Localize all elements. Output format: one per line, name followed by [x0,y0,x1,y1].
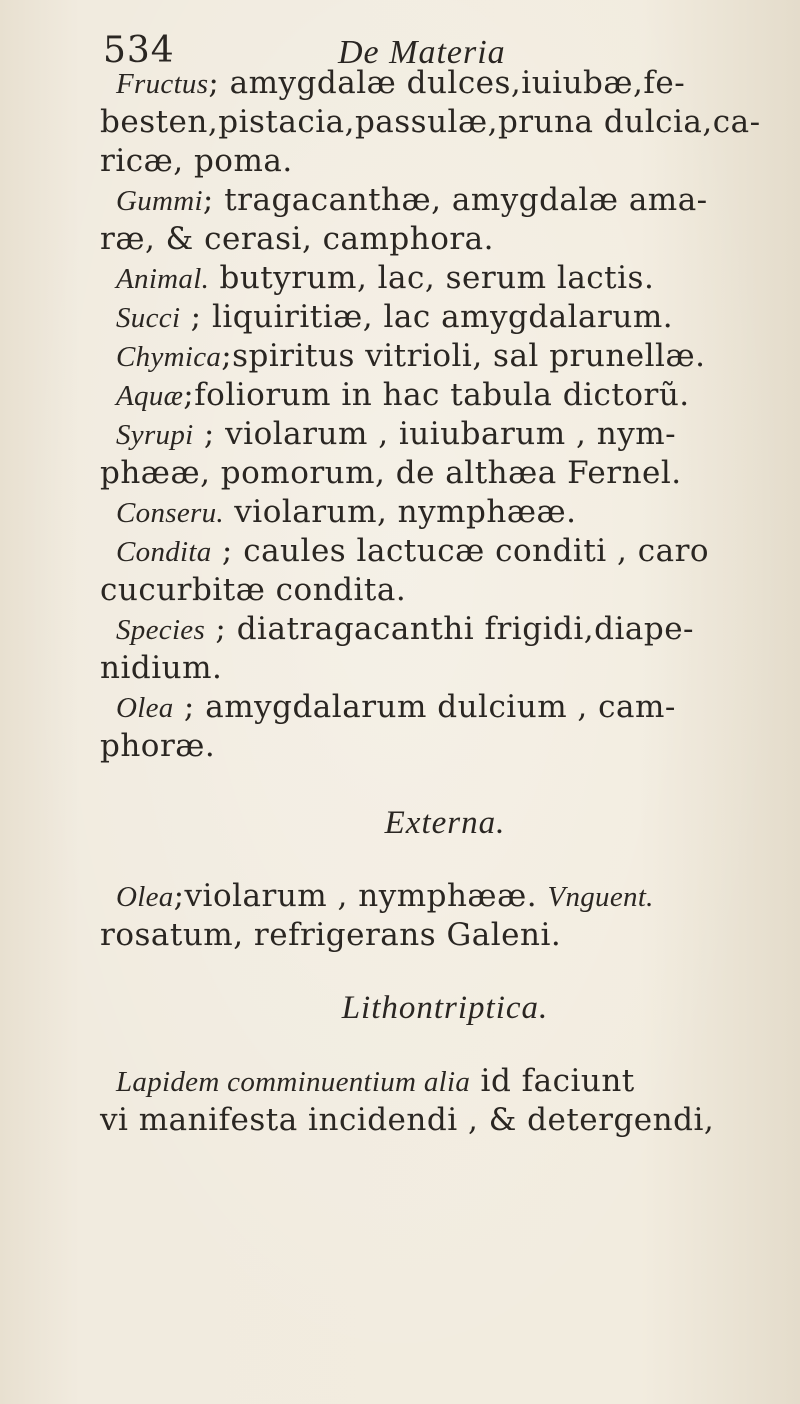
entry-text: ; violarum , iuiubarum , nym- [193,416,677,452]
section-heading-externa: Externa. [384,805,506,841]
entry-line [100,877,790,916]
entry-text: vi manifesta incidendi , & detergendi, [100,1102,715,1138]
entry-line [100,1062,790,1101]
entry-line [100,532,790,571]
entry-label: Species [116,614,206,646]
entry-text: ; tragacanthæ, amygdalæ ama- [202,182,708,218]
entry-line [100,337,790,376]
page-number: 534 [103,30,175,71]
entry-label: Animal. [116,263,210,295]
entry-text: phoræ. [100,728,216,764]
entry-label: Fructus [116,68,209,100]
entry-label: Condita [116,536,212,568]
entry-label: Conseru. [116,497,224,529]
entry-text: besten,pistacia,passulæ,pruna dulcia,ca- [100,104,761,140]
entry-text: violarum, nymphææ. [223,494,577,530]
page-body [100,64,790,1140]
entry-line [100,103,790,142]
entry-text: ; liquiritiæ, lac amygdalarum. [180,299,674,335]
entry-line [100,610,790,649]
entry-line [100,376,790,415]
entry-text: cucurbitæ condita. [100,572,407,608]
entry-line [100,220,790,259]
entry-text: butyrum, lac, serum lactis. [209,260,655,296]
entry-line [100,916,790,955]
entry-line [100,571,790,610]
entry-text: ; diatragacanthi frigidi,diape- [205,611,695,647]
entry-label: Gummi [116,185,203,217]
spacer [100,843,790,877]
entry-line [100,298,790,337]
entry-line [100,64,790,103]
spacer [100,1028,790,1062]
entry-text: ;spiritus vitrioli, sal prunellæ. [221,338,706,374]
entry-line [100,649,790,688]
entry-text: ræ, & cerasi, camphora. [100,221,495,257]
entry-label: Vnguent. [547,881,654,913]
entry-line [100,1101,790,1140]
entry-line [100,181,790,220]
entry-text: ricæ, poma. [100,143,293,179]
entry-text: ; amygdalarum dulcium , cam- [173,689,676,725]
spacer [100,766,790,804]
entry-text: nidium. [100,650,223,686]
entry-label: Lapidem comminuentium alia [116,1066,471,1098]
entry-line [100,688,790,727]
entry-line [100,493,790,532]
entry-text: rosatum, refrigerans Galeni. [100,917,562,953]
entry-text: id faciunt [470,1063,635,1099]
entry-text: phææ, pomorum, de althæa Fernel. [100,455,682,491]
entry-line [100,142,790,181]
entry-label: Chymica [116,341,222,373]
entry-text: ; caules lactucæ conditi , caro [211,533,710,569]
spacer [100,955,790,989]
entry-label: Succi [116,302,181,334]
entry-label: Olea [116,881,174,913]
entry-line [100,454,790,493]
entry-text: ;violarum , nymphææ. [173,878,538,914]
section-heading-lithontriptica: Lithontriptica. [341,990,549,1026]
entry-label: Olea [116,692,174,724]
entry-label: Aquæ [116,380,184,412]
entry-line [100,259,790,298]
entry-line [100,415,790,454]
entry-text: ; amygdalæ dulces,iuiubæ,fe- [208,65,686,101]
entry-text: ;foliorum in hac tabula dictorũ. [183,377,690,413]
entry-label: Syrupi [116,419,194,451]
entry-line [100,727,790,766]
running-title: De Materia [338,34,506,71]
